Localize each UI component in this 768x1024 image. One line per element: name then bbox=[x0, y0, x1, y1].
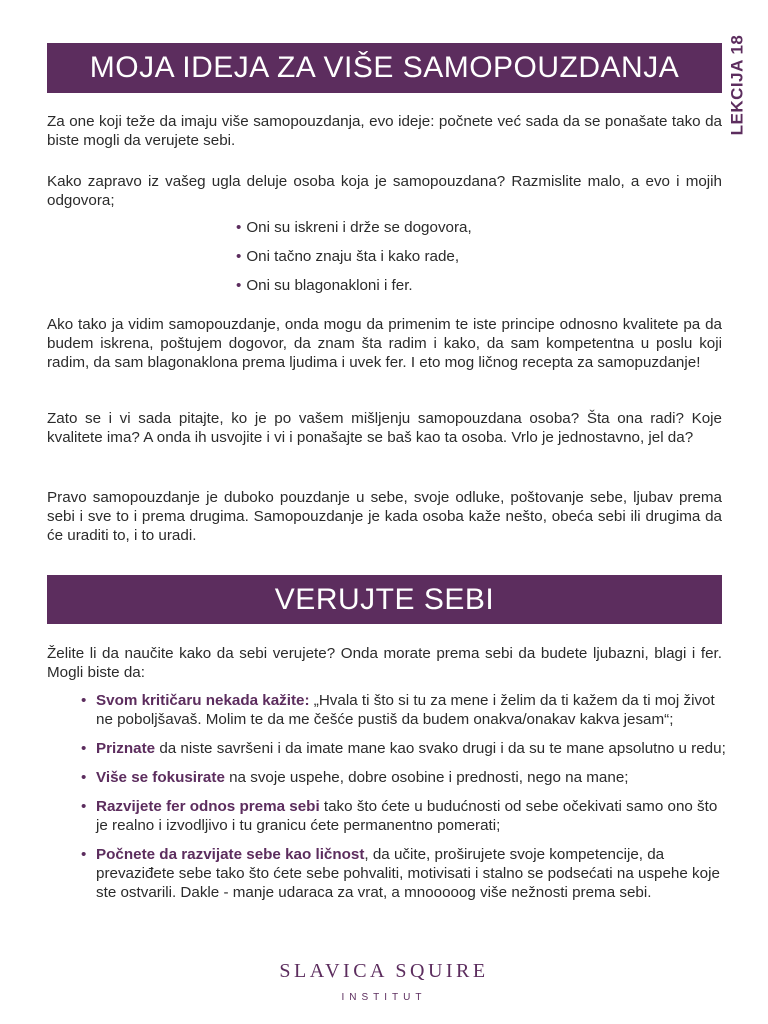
tip-highlight: Više se fokusirate bbox=[96, 769, 225, 786]
list-item bbox=[81, 691, 726, 729]
tip-text: da niste savršeni i da imate mane kao svako drugi i da su te mane apsolutno u redu; bbox=[155, 740, 726, 757]
bullet-icon: • bbox=[81, 740, 87, 757]
bullet-icon: • bbox=[81, 846, 87, 863]
list-item: • Oni su iskreni i drže se dogovora, bbox=[236, 218, 472, 247]
tip-highlight: Razvijete fer odnos prema sebi bbox=[96, 798, 320, 815]
section-title-banner bbox=[47, 575, 722, 624]
intro-paragraph: Za one koji teže da imaju više samopouzdanja, evo ideje: počnete već sada da se ponašate tako da biste mogli da verujete sebi. bbox=[47, 113, 722, 149]
tip-highlight: Počnete da razvijate sebe kao ličnost bbox=[96, 846, 365, 863]
section-intro-paragraph: Želite li da naučite kako da sebi verujete? Onda morate prema sebi da budete ljubazni, blagi i fer. Mogli biste da: bbox=[47, 645, 722, 681]
bullet-icon: • bbox=[81, 692, 87, 709]
bullet-icon: • bbox=[236, 277, 242, 294]
tip-highlight: Priznate bbox=[96, 740, 156, 757]
trust-tips-list bbox=[81, 691, 726, 912]
tip-text: na svoje uspehe, dobre osobine i prednosti, nego na mane; bbox=[224, 769, 629, 786]
tip-text: , da učite, proširujete svoje kompetencije, da prevaziđete sebe tako što ćete sebe pohvaliti, motivisati i stalno se podsećati na uspehe koje ste ostvarili. Dakle - manje udaraca za vrat, a mnooooog više nežnosti prema sebi. bbox=[96, 846, 720, 901]
lesson-tab bbox=[724, 30, 750, 140]
confidence-traits-list bbox=[236, 218, 472, 305]
page-title-banner bbox=[47, 43, 722, 93]
lesson-label: LEKCIJA 18 bbox=[727, 34, 747, 136]
institute-logo: SLAVICA SQUIRE bbox=[279, 960, 489, 982]
bullet-icon: • bbox=[81, 798, 87, 815]
tip-text: tako što ćete u budućnosti od sebe očekivati samo ono što je realno i izvodljivo i tu granicu ćete permanentno pomerati; bbox=[96, 798, 718, 834]
recipe-paragraph: Ako tako ja vidim samopouzdanje, onda mogu da primenim te iste principe odnosno kvalitete pa da budem iskrena, poštujem dogovor, da znam šta radim i kako, da sam kompetentna u poslu koji radim, da sam blagonaklona prema ljudima i uvek fer. I eto mog ličnog recepta za samopuzdanje! bbox=[47, 316, 722, 371]
list-item bbox=[81, 797, 726, 835]
bullet-icon: • bbox=[81, 769, 87, 786]
list-item bbox=[81, 845, 726, 902]
list-item bbox=[81, 739, 726, 758]
page-title: MOJA IDEJA ZA VIŠE SAMOPOUZDANJA bbox=[89, 51, 680, 84]
bullet-icon: • bbox=[236, 248, 242, 265]
tip-highlight: Svom kritičaru nekada kažite: bbox=[96, 692, 310, 709]
list-item: • Oni su blagonakloni i fer. bbox=[236, 276, 472, 305]
list-item: • Oni tačno znaju šta i kako rade, bbox=[236, 247, 472, 276]
list-item bbox=[81, 768, 726, 787]
question-paragraph: Kako zapravo iz vašeg ugla deluje osoba koja je samopouzdana? Razmislite malo, a evo i mojih odgovora; bbox=[47, 173, 722, 209]
section-title: VERUJTE SEBI bbox=[274, 582, 495, 616]
ask-yourself-paragraph: Zato se i vi sada pitajte, ko je po vašem mišljenju samopouzdana osoba? Šta ona radi? Koje kvalitete ima? A onda ih usvojite i vi i ponašajte se baš kao ta osoba. Vrlo je jednostavno, jel da? bbox=[47, 410, 722, 446]
bullet-icon: • bbox=[236, 219, 242, 236]
definition-paragraph: Pravo samopouzdanje je duboko pouzdanje u sebe, svoje odluke, poštovanje sebe, ljubav prema sebi i sve to i prema drugima. Samopouzdanje je kada osoba kaže nešto, obeća sebi ili drugima da će uraditi to, i to uradi. bbox=[47, 489, 722, 544]
institute-logo-subtitle: INSTITUT bbox=[341, 992, 427, 1003]
tip-text: „Hvala ti što si tu za mene i želim da ti kažem da ti moj život ne poboljšavaš. Molim te da me češće pustiš da budem onakva/onakav kakva jesam“; bbox=[96, 692, 715, 728]
